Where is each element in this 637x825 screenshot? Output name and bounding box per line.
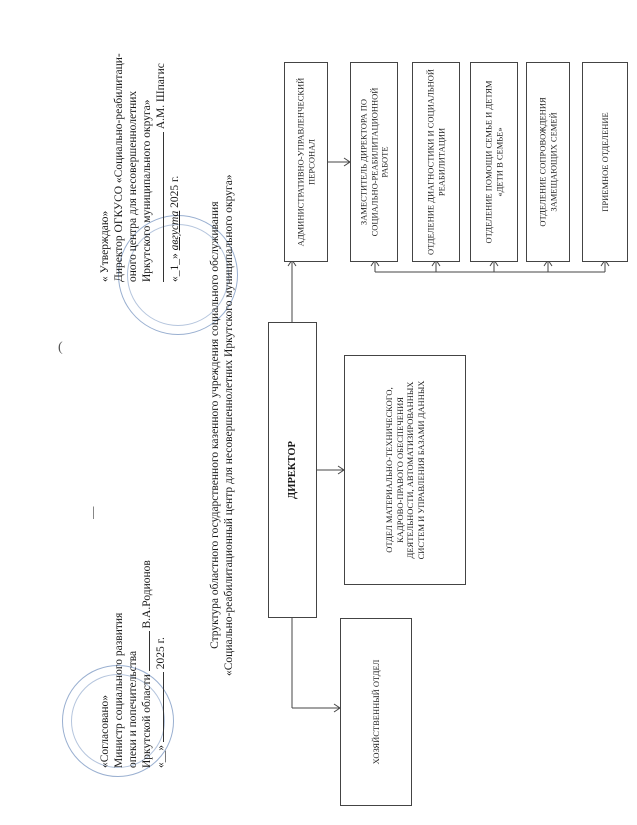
box-administrative-staff: [284, 62, 328, 262]
box-household-department: [340, 618, 412, 806]
box-household-department-label: ХОЗЯЙСТВЕННЫЙ ОТДЕЛ: [370, 659, 381, 765]
box-administrative-staff-label: АДМИНИСТРАТИВНО-УПРАВЛЕНЧЕСКИЙ ПЕРСОНАЛ: [295, 77, 316, 247]
approval-agreed-day: «__»: [155, 745, 167, 768]
approval-approved-position: Директор ОГКУСО «Социально-реабилитаци-: [113, 53, 125, 282]
approval-approved-month: августа: [169, 210, 181, 251]
approval-agreed-signer: В.А.Родионов: [141, 560, 153, 629]
box-material-technical-department: [344, 355, 466, 585]
document-title-line-1: Структура областного государственного казенного учреждения социального обслуживания: [209, 201, 221, 649]
approval-approved-heading: « Утверждаю»: [99, 210, 111, 282]
approval-agreed-region: Иркутской области: [141, 674, 153, 768]
approval-approved-year: 2025 г.: [169, 175, 181, 208]
approval-agreed-heading: «Согласовано»: [99, 694, 111, 768]
box-family-help-department: [470, 62, 518, 262]
box-material-technical-department-label: ОТДЕЛ МАТЕРИАЛЬНО-ТЕХНИЧЕСКОГО, КАДРОВО-ПРАВОГО ОБЕСПЕЧЕНИЯ ДЕЯТЕЛЬНОСТИ, АВТОМАТИЗИРОВАННЫХ СИСТЕМ И УПРАВЛЕНИЯ БАЗАМИ ДАННЫХ: [384, 380, 426, 560]
box-diagnostics-department: [412, 62, 460, 262]
box-deputy-director: [350, 62, 398, 262]
box-director: [268, 322, 317, 618]
approval-approved-signer: А.М. Шпагис: [155, 63, 167, 130]
pen-mark: |: [92, 505, 95, 520]
box-foster-support-department-label: ОТДЕЛЕНИЕ СОПРОВОЖДЕНИЯ ЗАМЕЩАЮЩИХ СЕМЕЙ: [537, 97, 558, 227]
document-title-line-2: «Социально-реабилитационный центр для несовершеннолетних Иркутского муниципального округа»: [223, 174, 235, 676]
box-reception-department-label: ПРИЕМНОЕ ОТДЕЛЕНИЕ: [599, 112, 610, 212]
approval-approved-day: «_1_»: [169, 253, 181, 282]
approval-approved-position-2: оного центра для несовершеннолетних: [127, 90, 139, 282]
approval-agreed-position-2: опеки и попечительства: [127, 650, 139, 768]
box-family-help-department-label: ОТДЕЛЕНИЕ ПОМОЩИ СЕМЬЕ И ДЕТЯМ «ДЕТИ В СЕМЬЕ»: [483, 80, 504, 244]
box-director-label: ДИРЕКТОР: [286, 441, 298, 499]
box-diagnostics-department-label: ОТДЕЛЕНИЕ ДИАГНОСТИКИ И СОЦИАЛЬНОЙ РЕАБИЛИТАЦИИ: [425, 68, 446, 256]
box-reception-department: [582, 62, 628, 262]
approval-approved-org: Иркутского муниципального округа»: [141, 99, 153, 282]
approval-agreed-year: 2025 г.: [155, 637, 167, 670]
box-deputy-director-label: ЗАМЕСТИТЕЛЬ ДИРЕКТОРА ПО СОЦИАЛЬНО-РЕАБИЛИТАЦИОННОЙ РАБОТЕ: [358, 87, 390, 237]
box-foster-support-department: [526, 62, 570, 262]
pen-mark: (: [58, 340, 63, 355]
approval-agreed-position: Министр социального развития: [113, 612, 125, 768]
